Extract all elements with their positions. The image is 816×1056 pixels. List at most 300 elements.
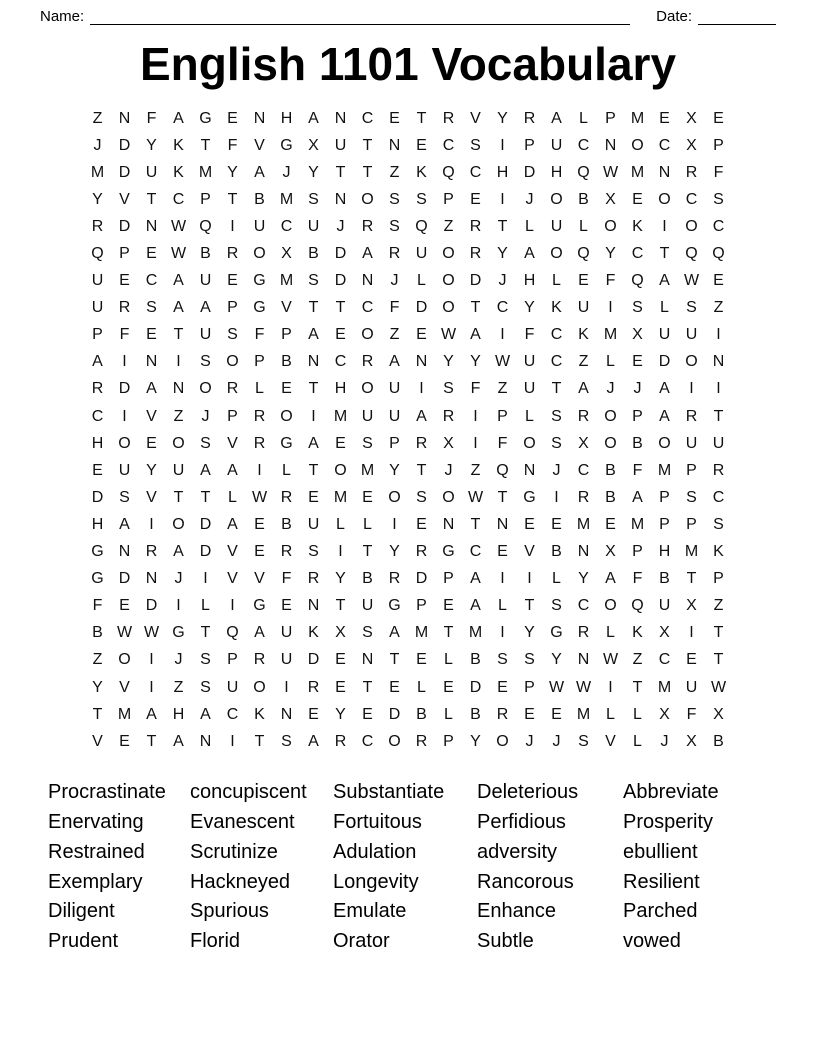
grid-letter: L [579, 217, 588, 235]
grid-letter: S [497, 651, 508, 669]
grid-letter: U [712, 434, 725, 452]
grid-letter: N [712, 353, 725, 371]
grid-letter: E [632, 353, 643, 371]
grid-letter: U [388, 380, 401, 398]
grid-letter: Y [389, 461, 400, 479]
grid-letter: M [90, 163, 105, 181]
grid-letter: T [389, 651, 400, 669]
grid-letter: M [657, 461, 672, 479]
grid-letter: S [362, 434, 373, 452]
word-item: Fortuitous [333, 811, 422, 834]
grid-letter: L [444, 705, 453, 723]
grid-letter: S [200, 651, 211, 669]
grid-letter: M [603, 326, 618, 344]
grid-letter: S [416, 190, 427, 208]
grid-letter: C [577, 136, 590, 154]
grid-letter: A [659, 407, 670, 425]
grid-letter: E [713, 109, 724, 127]
grid-letter: E [362, 488, 373, 506]
grid-letter: A [173, 543, 184, 561]
grid-letter: V [227, 543, 238, 561]
grid-letter: R [145, 543, 158, 561]
grid-letter: C [469, 163, 482, 181]
grid-letter: P [659, 488, 670, 506]
grid-letter: S [686, 299, 697, 317]
grid-letter: Y [551, 651, 562, 669]
grid-letter: S [524, 651, 535, 669]
grid-letter: E [119, 732, 130, 750]
grid-letter: A [254, 624, 265, 642]
grid-letter: G [253, 597, 266, 615]
grid-letter: S [470, 136, 481, 154]
grid-letter: U [91, 272, 104, 290]
grid-letter: O [442, 488, 455, 506]
grid-letter: E [497, 678, 508, 696]
grid-letter: D [334, 245, 347, 263]
grid-letter: F [281, 570, 292, 588]
grid-letter: G [253, 272, 266, 290]
grid-letter: E [335, 434, 346, 452]
grid-letter: R [577, 407, 590, 425]
date-fill-line[interactable] [698, 9, 776, 25]
grid-letter: E [416, 326, 427, 344]
grid-letter: I [149, 651, 154, 669]
grid-letter: D [307, 651, 320, 669]
word-list-column [333, 778, 477, 957]
word-item: Enhance [477, 900, 556, 923]
grid-letter: I [122, 407, 127, 425]
grid-letter: C [91, 407, 104, 425]
grid-letter: H [91, 434, 104, 452]
grid-letter: A [200, 461, 211, 479]
grid-letter: R [334, 732, 347, 750]
grid-letter: R [253, 407, 266, 425]
grid-letter: G [253, 299, 266, 317]
grid-letter: S [713, 190, 724, 208]
grid-letter: B [281, 515, 292, 533]
grid-letter: A [254, 163, 265, 181]
grid-letter: N [145, 570, 158, 588]
grid-letter: Z [470, 461, 481, 479]
grid-letter: O [658, 434, 671, 452]
grid-letter: C [685, 190, 698, 208]
grid-letter: N [496, 515, 509, 533]
grid-letter: P [92, 326, 103, 344]
grid-letter: T [362, 678, 373, 696]
grid-letter: Z [173, 407, 184, 425]
grid-letter: A [578, 380, 589, 398]
grid-letter: D [199, 515, 212, 533]
grid-letter: N [577, 543, 590, 561]
grid-letter: U [199, 272, 212, 290]
grid-letter: T [200, 136, 211, 154]
word-item: Longevity [333, 870, 419, 893]
grid-letter: U [253, 217, 266, 235]
grid-letter: D [334, 272, 347, 290]
grid-letter: A [551, 109, 562, 127]
grid-letter: S [200, 678, 211, 696]
grid-letter: D [118, 570, 131, 588]
grid-letter: S [308, 190, 319, 208]
grid-letter: E [416, 136, 427, 154]
grid-letter: Y [524, 624, 535, 642]
grid-letter: I [500, 624, 505, 642]
grid-letter: W [710, 678, 727, 696]
grid-letter: T [146, 190, 157, 208]
grid-letter: J [552, 732, 561, 750]
grid-letter: E [389, 678, 400, 696]
grid-letter: D [658, 353, 671, 371]
grid-letter: E [686, 651, 697, 669]
grid-letter: R [91, 217, 104, 235]
grid-letter: M [576, 705, 591, 723]
grid-letter: F [713, 163, 724, 181]
grid-letter: V [227, 434, 238, 452]
grid-letter: U [415, 245, 428, 263]
grid-letter: V [119, 190, 130, 208]
grid-letter: I [176, 353, 181, 371]
grid-letter: T [200, 624, 211, 642]
grid-letter: P [713, 570, 724, 588]
grid-letter: G [388, 597, 401, 615]
grid-letter: N [145, 353, 158, 371]
grid-letter: R [388, 570, 401, 588]
grid-letter: S [308, 543, 319, 561]
grid-letter: W [440, 326, 457, 344]
grid-letter: D [415, 570, 428, 588]
grid-letter: L [525, 217, 534, 235]
grid-letter: I [473, 407, 478, 425]
grid-letter: Q [415, 217, 428, 235]
grid-letter: P [686, 461, 697, 479]
grid-letter: Q [577, 163, 590, 181]
grid-letter: C [712, 488, 725, 506]
grid-letter: R [415, 732, 428, 750]
grid-letter: E [281, 597, 292, 615]
grid-letter: S [578, 732, 589, 750]
grid-letter: K [632, 624, 643, 642]
grid-letter: I [500, 136, 505, 154]
grid-letter: B [605, 488, 616, 506]
grid-letter: X [335, 624, 346, 642]
word-item: Exemplary [48, 870, 143, 893]
grid-letter: W [170, 245, 187, 263]
grid-letter: S [443, 380, 454, 398]
grid-letter: X [713, 705, 724, 723]
grid-letter: U [280, 651, 293, 669]
grid-letter: D [91, 488, 104, 506]
grid-letter: R [442, 407, 455, 425]
grid-letter: O [442, 299, 455, 317]
grid-letter: C [145, 272, 158, 290]
grid-letter: T [173, 326, 184, 344]
grid-letter: O [172, 515, 185, 533]
grid-letter: Y [335, 705, 346, 723]
grid-letter: P [524, 678, 535, 696]
grid-letter: W [170, 217, 187, 235]
grid-letter: E [632, 190, 643, 208]
grid-letter: F [389, 299, 400, 317]
grid-letter: O [361, 190, 374, 208]
grid-letter: U [307, 217, 320, 235]
grid-letter: Y [524, 299, 535, 317]
grid-letter: A [308, 732, 319, 750]
grid-letter: B [659, 570, 670, 588]
grid-letter: T [146, 732, 157, 750]
grid-letter: T [686, 570, 697, 588]
grid-letter: E [443, 678, 454, 696]
grid-letter: T [362, 163, 373, 181]
grid-letter: S [200, 434, 211, 452]
grid-letter: W [116, 624, 133, 642]
grid-letter: C [334, 353, 347, 371]
grid-letter: M [279, 272, 294, 290]
grid-letter: A [308, 326, 319, 344]
grid-letter: A [470, 326, 481, 344]
grid-letter: P [416, 597, 427, 615]
word-item: Scrutinize [190, 840, 278, 863]
grid-letter: P [119, 245, 130, 263]
grid-letter: E [551, 515, 562, 533]
grid-letter: U [658, 326, 671, 344]
grid-letter: R [685, 407, 698, 425]
grid-letter: U [685, 678, 698, 696]
grid-letter: A [470, 597, 481, 615]
grid-letter: E [362, 705, 373, 723]
word-item: Orator [333, 930, 390, 953]
grid-letter: E [308, 705, 319, 723]
grid-letter: H [91, 515, 104, 533]
grid-letter: C [469, 543, 482, 561]
grid-letter: I [527, 570, 532, 588]
grid-letter: R [307, 678, 320, 696]
grid-letter: R [415, 543, 428, 561]
grid-letter: E [389, 109, 400, 127]
grid-letter: T [713, 651, 724, 669]
grid-letter: O [253, 245, 266, 263]
grid-letter: U [118, 461, 131, 479]
grid-letter: D [145, 597, 158, 615]
grid-letter: R [469, 245, 482, 263]
grid-letter: N [118, 543, 131, 561]
grid-letter: Y [146, 136, 157, 154]
grid-letter: B [308, 245, 319, 263]
grid-letter: R [577, 488, 590, 506]
grid-letter: N [658, 163, 671, 181]
grid-letter: X [605, 190, 616, 208]
grid-letter: L [606, 705, 615, 723]
grid-letter: L [201, 597, 210, 615]
grid-letter: I [284, 678, 289, 696]
grid-letter: U [334, 136, 347, 154]
grid-letter: O [226, 353, 239, 371]
grid-letter: K [578, 326, 589, 344]
grid-letter: P [227, 651, 238, 669]
grid-letter: N [388, 136, 401, 154]
grid-letter: C [361, 732, 374, 750]
word-item: Rancorous [477, 870, 574, 893]
grid-letter: L [606, 624, 615, 642]
grid-letter: I [311, 407, 316, 425]
grid-letter: C [361, 299, 374, 317]
grid-letter: M [630, 109, 645, 127]
grid-letter: T [173, 488, 184, 506]
grid-letter: J [552, 461, 561, 479]
grid-letter: N [604, 136, 617, 154]
grid-letter: P [443, 732, 454, 750]
word-item: Deleterious [477, 781, 579, 804]
grid-letter: E [227, 109, 238, 127]
grid-letter: R [226, 245, 239, 263]
grid-letter: K [308, 624, 319, 642]
grid-letter: Z [92, 651, 103, 669]
grid-letter: S [389, 190, 400, 208]
grid-letter: G [442, 543, 455, 561]
word-search-grid [84, 105, 732, 755]
grid-letter: N [442, 515, 455, 533]
grid-letter: S [551, 597, 562, 615]
grid-letter: T [632, 678, 643, 696]
grid-letter: D [469, 272, 482, 290]
grid-letter: B [254, 190, 265, 208]
grid-letter: A [605, 570, 616, 588]
grid-letter: E [254, 543, 265, 561]
grid-letter: R [712, 461, 725, 479]
grid-letter: E [470, 190, 481, 208]
grid-letter: B [713, 732, 724, 750]
grid-letter: I [716, 326, 721, 344]
grid-letter: X [686, 109, 697, 127]
grid-letter: P [443, 570, 454, 588]
grid-letter: L [255, 380, 264, 398]
grid-letter: B [632, 434, 643, 452]
grid-letter: Q [712, 245, 725, 263]
grid-letter: E [497, 543, 508, 561]
grid-letter: L [444, 651, 453, 669]
grid-letter: Z [92, 109, 103, 127]
grid-letter: O [523, 434, 536, 452]
grid-letter: O [604, 434, 617, 452]
grid-letter: L [525, 407, 534, 425]
grid-letter: U [307, 515, 320, 533]
grid-letter: F [605, 272, 616, 290]
grid-letter: U [550, 136, 563, 154]
grid-letter: K [254, 705, 265, 723]
grid-letter: P [632, 407, 643, 425]
grid-letter: O [658, 190, 671, 208]
grid-letter: C [442, 136, 455, 154]
grid-letter: Z [389, 163, 400, 181]
grid-letter: F [497, 434, 508, 452]
grid-letter: X [308, 136, 319, 154]
grid-letter: M [333, 407, 348, 425]
grid-letter: E [524, 705, 535, 723]
grid-letter: X [578, 434, 589, 452]
grid-letter: S [362, 624, 373, 642]
grid-letter: W [575, 678, 592, 696]
grid-letter: Z [389, 326, 400, 344]
grid-letter: K [713, 543, 724, 561]
grid-letter: I [500, 326, 505, 344]
grid-letter: T [497, 217, 508, 235]
grid-letter: I [230, 732, 235, 750]
grid-letter: I [338, 543, 343, 561]
grid-letter: M [576, 515, 591, 533]
grid-letter: N [118, 109, 131, 127]
grid-letter: A [389, 624, 400, 642]
grid-letter: U [388, 407, 401, 425]
grid-letter: E [713, 272, 724, 290]
grid-letter: U [199, 326, 212, 344]
grid-letter: C [172, 190, 185, 208]
word-item: Procrastinate [48, 781, 166, 804]
word-item: vowed [623, 930, 681, 953]
grid-letter: E [227, 272, 238, 290]
grid-letter: N [307, 597, 320, 615]
grid-letter: Y [335, 570, 346, 588]
grid-letter: Y [497, 109, 508, 127]
grid-letter: M [333, 488, 348, 506]
grid-letter: N [415, 353, 428, 371]
grid-letter: F [119, 326, 130, 344]
word-item: Adulation [333, 840, 417, 863]
grid-letter: L [579, 109, 588, 127]
grid-letter: H [172, 705, 185, 723]
grid-letter: Q [631, 272, 644, 290]
grid-letter: I [500, 190, 505, 208]
grid-letter: Y [308, 163, 319, 181]
grid-letter: T [470, 515, 481, 533]
grid-letter: M [414, 624, 429, 642]
name-fill-line[interactable] [90, 9, 630, 25]
grid-letter: O [334, 461, 347, 479]
word-item: Prudent [48, 930, 119, 953]
word-item: Evanescent [190, 811, 295, 834]
grid-letter: A [416, 407, 427, 425]
grid-letter: S [146, 299, 157, 317]
grid-letter: L [633, 705, 642, 723]
grid-letter: P [524, 136, 535, 154]
grid-letter: O [388, 732, 401, 750]
grid-letter: T [335, 597, 346, 615]
grid-letter: I [257, 461, 262, 479]
grid-letter: V [146, 488, 157, 506]
grid-letter: I [473, 434, 478, 452]
grid-letter: U [577, 299, 590, 317]
grid-letter: N [334, 190, 347, 208]
grid-letter: N [577, 651, 590, 669]
name-label: Name: [40, 8, 85, 25]
grid-letter: E [119, 272, 130, 290]
grid-letter: Z [632, 651, 643, 669]
grid-letter: A [470, 570, 481, 588]
grid-letter: P [605, 109, 616, 127]
grid-letter: E [146, 326, 157, 344]
grid-letter: X [605, 543, 616, 561]
word-item: ebullient [623, 840, 698, 863]
grid-letter: O [550, 190, 563, 208]
grid-letter: L [633, 732, 642, 750]
grid-letter: N [145, 217, 158, 235]
grid-letter: I [419, 380, 424, 398]
grid-letter: I [554, 488, 559, 506]
word-item: Substantiate [333, 781, 445, 804]
grid-letter: S [389, 217, 400, 235]
grid-letter: T [335, 299, 346, 317]
grid-letter: C [658, 651, 671, 669]
grid-letter: M [360, 461, 375, 479]
grid-letter: O [442, 272, 455, 290]
